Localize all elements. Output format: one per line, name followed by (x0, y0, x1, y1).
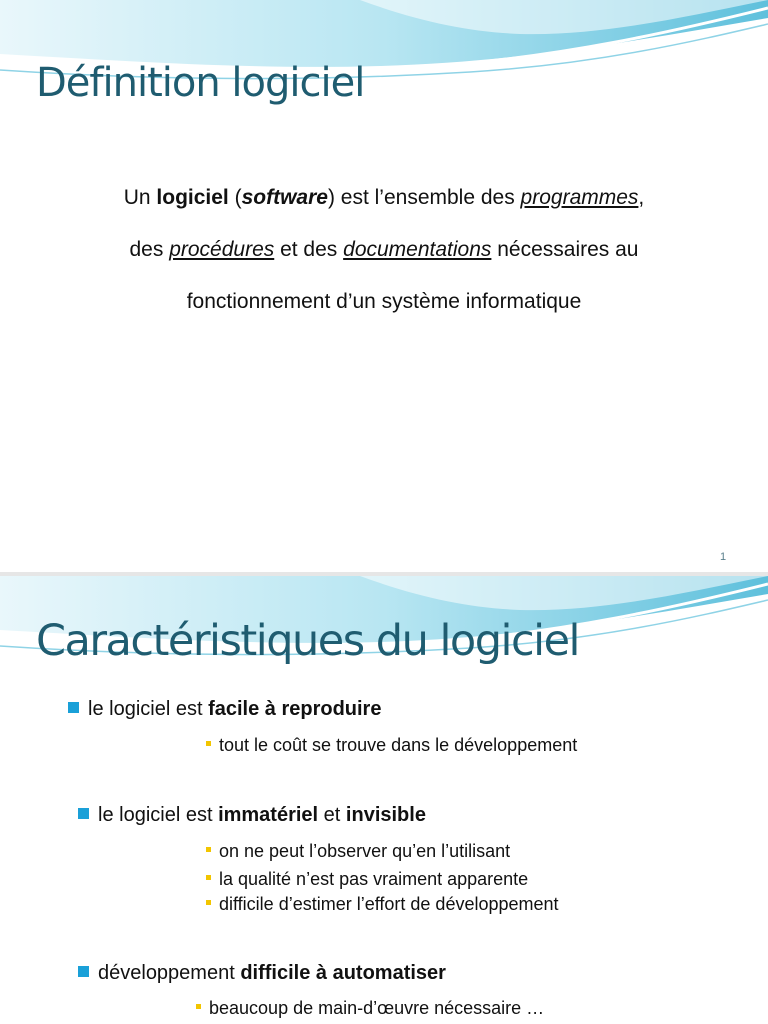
slide-title: Définition logiciel (36, 60, 365, 106)
definition-text (0, 172, 768, 328)
term-software: software (241, 186, 328, 209)
term-programmes: programmes (520, 186, 639, 209)
square-bullet-icon (68, 702, 79, 713)
square-bullet-icon (78, 808, 89, 819)
definition-line-1: Un logiciel (software) est l’ensemble des programmes, (123, 186, 645, 209)
square-bullet-icon (78, 966, 89, 977)
definition-line-3: fonctionnement d’un système informatique (186, 290, 582, 313)
definition-line-2: des procédures et des documentations nécessaires au (129, 238, 639, 261)
page-number: 1 (720, 551, 727, 563)
term-logiciel: logiciel (156, 186, 229, 209)
dot-bullet-icon (196, 1004, 201, 1009)
term-documentations: documentations (343, 238, 492, 261)
sub-bullet: on ne peut l’observer qu’en l’utilisant (206, 841, 510, 862)
sub-bullet: beaucoup de main-d’œuvre nécessaire … (196, 998, 544, 1019)
dot-bullet-icon (206, 875, 211, 880)
sub-bullet: difficile d’estimer l’effort de développement (206, 894, 559, 915)
bullet-immateriel: le logiciel est immatériel et invisible (78, 804, 426, 827)
slide-2 (0, 576, 768, 1024)
dot-bullet-icon (206, 900, 211, 905)
dot-bullet-icon (206, 847, 211, 852)
dot-bullet-icon (206, 741, 211, 746)
term-procedures: procédures (169, 238, 275, 261)
bullet-reproduction: le logiciel est facile à reproduire (68, 698, 381, 721)
bullet-automatisation: développement difficile à automatiser (78, 962, 446, 985)
slide-title: Caractéristiques du logiciel (36, 616, 579, 666)
sub-bullet: tout le coût se trouve dans le développement (206, 735, 577, 756)
sub-bullet: la qualité n’est pas vraiment apparente (206, 869, 528, 890)
